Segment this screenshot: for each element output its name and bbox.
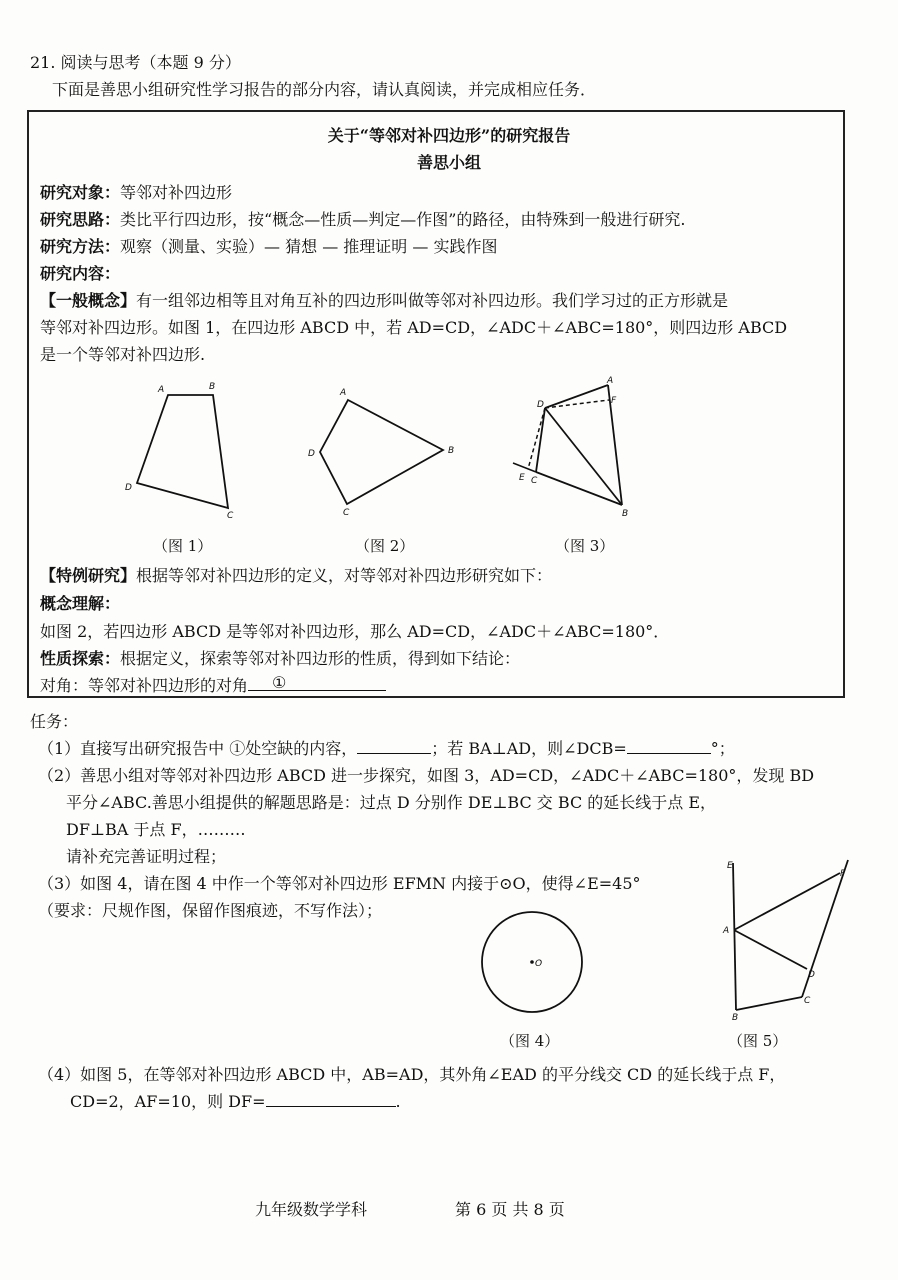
task-4-period: . [395,1092,401,1111]
fig4-label-o: O [535,959,543,969]
task-3-line2: （要求：尺规作图，保留作图痕迹，不写作法）； [38,901,383,920]
research-object-label: 研究对象： [40,183,121,202]
general-concept-line3: 是一个等邻对补四边形. [40,345,206,364]
research-object-text: 等邻对补四边形 [120,183,233,202]
figure-2 [305,380,465,520]
fig1-label-b: B [209,382,216,392]
fig3-extension-bc [513,463,536,472]
fig5-side-bc [736,997,802,1010]
fig5-side-ad [734,930,807,969]
opposite-angle-text: 对角：等邻对补四边形的对角 [40,676,249,695]
fig2-label-c: C [343,508,350,518]
fig3-caption: （图 3） [555,537,615,555]
fig1-caption: （图 1） [153,537,213,555]
property-label: 性质探索： [40,649,121,668]
task-1-part-a: （1）直接写出研究报告中 ①处空缺的内容， [38,739,358,758]
figure-4 [475,908,590,1018]
research-method [40,234,497,257]
research-idea-text: 类比平行四边形，按“概念—性质—判定—作图”的路径，由特殊到一般进行研究. [120,210,686,229]
task-4-line2 [70,1089,401,1112]
task-2-line2: 平分∠ABC.善思小组提供的解题思路是：过点 D 分别作 DE⊥BC 交 BC 的延长线于点 E， [66,793,717,812]
question-header: 21. 阅读与思考（本题 9 分） [30,53,241,72]
general-concept-line1 [40,288,728,311]
research-object [40,180,232,203]
special-study-label: 【特例研究】 [40,566,137,585]
fig3-label-e: E [519,473,525,483]
task-4-blank[interactable] [266,1092,396,1107]
report-author: 善思小组 [416,153,481,172]
fig5-label-b: B [732,1013,739,1020]
fig1-label-c: C [227,511,234,520]
fig3-label-d: D [537,400,544,410]
fig2-label-d: D [308,449,315,459]
fig3-side-dc [536,408,545,472]
task-2-line1: （2）善思小组对等邻对补四边形 ABCD 进一步探究，如图 3，AD=CD，∠ADC＋∠ABC=180°，发现 BD [38,766,815,785]
fig3-label-a: A [607,376,614,386]
task-1-blank-b[interactable] [627,739,711,754]
task-1-blank-a[interactable] [357,739,431,754]
fig5-label-c: C [804,996,811,1006]
fig1-label-d: D [125,483,132,493]
fig5-label-e: E [727,861,733,871]
research-method-label: 研究方法： [40,237,121,256]
special-study [40,563,552,586]
figure-1 [120,375,250,520]
research-idea [40,207,685,230]
figure-3 [505,375,640,520]
fig4-center-point [530,960,534,964]
blank-1-marker: ① [272,673,287,692]
fig1-quadrilateral [137,395,228,508]
report-title: 关于“等邻对补四边形”的研究报告 [327,126,571,145]
research-content-label: 研究内容： [40,264,121,283]
task-2-line4: 请补充完善证明过程； [66,847,227,866]
research-idea-label: 研究思路： [40,210,121,229]
fig3-dashed-de [528,408,545,469]
footer-page: 第 6 页 共 8 页 [455,1200,565,1219]
tasks-label: 任务： [30,712,79,731]
property-line [40,646,520,669]
fig5-label-d: D [808,970,815,980]
fig5-bisector-af [734,873,840,930]
fig3-label-c: C [531,476,538,486]
general-concept-text: 有一组邻边相等且对角互补的四边形叫做等邻对补四边形。我们学习过的正方形就是 [136,291,729,310]
task-4-line1: （4）如图 5，在等邻对补四边形 ABCD 中，AB=AD，其外角∠EAD 的平分线交 CD 的延长线于点 F， [38,1065,786,1084]
fig5-caption: （图 5） [728,1032,788,1050]
fig2-label-a: A [340,388,347,398]
fig1-label-a: A [158,385,165,395]
fig2-label-b: B [448,446,455,456]
task-1 [38,736,735,759]
fig4-caption: （图 4） [500,1032,560,1050]
intro-text: 下面是善思小组研究性学习报告的部分内容，请认真阅读，并完成相应任务． [52,80,597,99]
task-2-line3: DF⊥BA 于点 F，……… [66,820,246,839]
concept-label: 概念理解： [40,594,121,613]
fig5-label-a: A [723,926,730,936]
task-1-part-b: ；若 BA⊥AD，则∠DCB= [431,739,627,758]
concept-text: 如图 2，若四边形 ABCD 是等邻对补四边形，那么 AD=CD，∠ADC＋∠ABC=180°． [40,622,670,641]
footer-subject: 九年级数学学科 [255,1200,368,1219]
task-1-part-c: °； [710,739,735,758]
general-concept-line2: 等邻对补四边形。如图 1，在四边形 ABCD 中，若 AD=CD，∠ADC＋∠ABC=180°，则四边形 ABCD [40,318,788,337]
general-concept-label: 【一般概念】 [40,291,137,310]
blank-1[interactable] [248,673,386,692]
fig2-quadrilateral [320,400,443,504]
opposite-angle-line [40,673,386,696]
task-3-line1: （3）如图 4，请在图 4 中作一个等邻对补四边形 EFMN 内接于⊙O，使得∠E=45° [38,874,641,893]
research-method-text: 观察（测量、实验）— 猜想 — 推理证明 — 实践作图 [120,237,498,256]
figure-5 [718,855,853,1020]
task-4-text: CD=2，AF=10，则 DF= [70,1092,266,1111]
fig2-caption: （图 2） [355,537,415,555]
fig3-label-b: B [622,509,629,519]
property-text: 根据定义，探索等邻对补四边形的性质，得到如下结论： [120,649,521,668]
fig3-label-f: F [611,396,617,406]
special-study-text: 根据等邻对补四边形的定义，对等邻对补四边形研究如下： [136,566,553,585]
fig5-label-f: F [840,869,846,879]
fig5-line-ae-ab [733,863,736,1010]
